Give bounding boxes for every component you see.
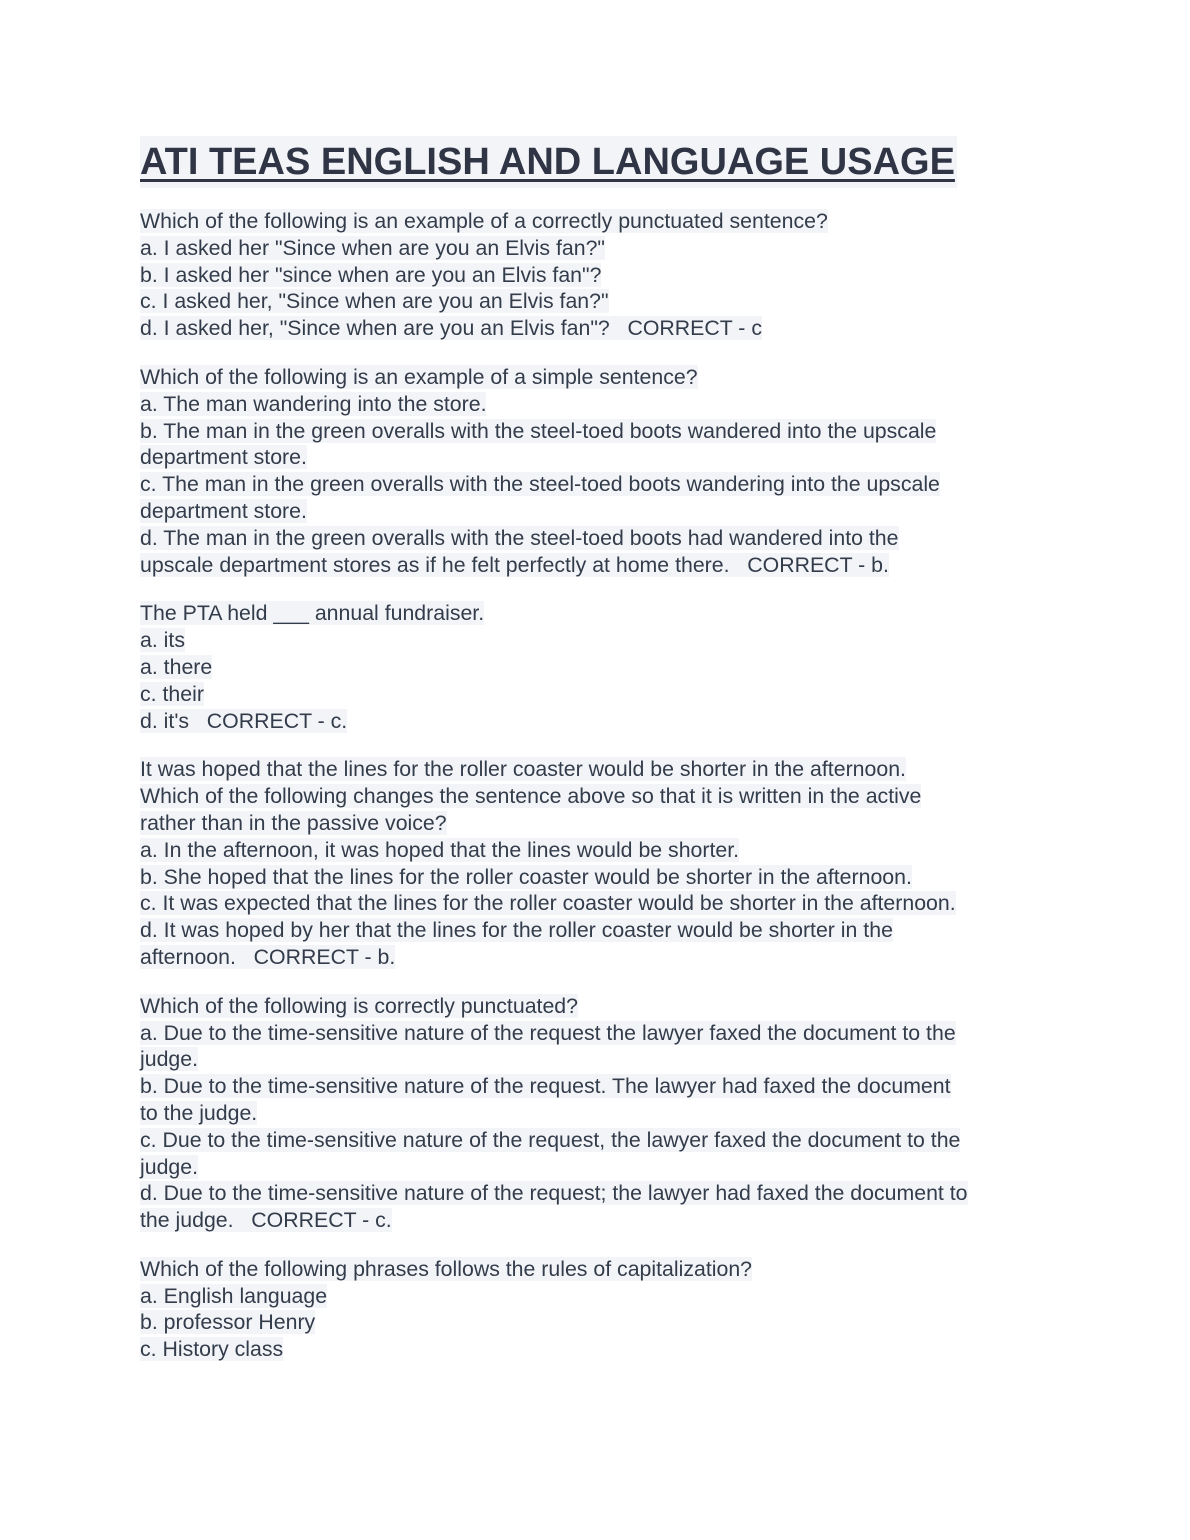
answer-option-with-correct: d. I asked her, "Since when are you an Elvis fan"? CORRECT - c xyxy=(140,316,762,341)
answer-option-continued: to the judge. xyxy=(140,1100,258,1125)
answer-option: d. Due to the time-sensitive nature of the request; the lawyer had faxed the document to xyxy=(140,1181,968,1206)
answer-option: c. I asked her, "Since when are you an Elvis fan?" xyxy=(140,289,609,314)
page-title: ATI TEAS ENGLISH AND LANGUAGE USAGE xyxy=(140,136,957,188)
answer-option-with-correct: upscale department stores as if he felt perfectly at home there. CORRECT - b. xyxy=(140,552,889,577)
question-block-3 xyxy=(140,600,1060,734)
answer-option: c. Due to the time-sensitive nature of the request, the lawyer faxed the document to the xyxy=(140,1127,961,1152)
answer-option: a. English language xyxy=(140,1283,328,1308)
answer-option: c. their xyxy=(140,681,204,706)
question-text: Which of the following changes the sentence above so that it is written in the active xyxy=(140,784,922,809)
answer-option: b. Due to the time-sensitive nature of the request. The lawyer had faxed the document xyxy=(140,1074,951,1099)
answer-option: b. The man in the green overalls with the steel-toed boots wandered into the upscale xyxy=(140,418,937,443)
answer-option-continued: department store. xyxy=(140,498,307,523)
document-page xyxy=(140,136,1060,1363)
question-text: Which of the following is an example of a simple sentence? xyxy=(140,364,698,389)
question-text: rather than in the passive voice? xyxy=(140,810,447,835)
answer-option: a. Due to the time-sensitive nature of the request the lawyer faxed the document to the xyxy=(140,1020,956,1045)
answer-option-continued: judge. xyxy=(140,1154,199,1179)
answer-option: a. I asked her "Since when are you an Elvis fan?" xyxy=(140,235,605,260)
question-text: Which of the following is correctly punctuated? xyxy=(140,993,578,1018)
question-text: Which of the following is an example of a correctly punctuated sentence? xyxy=(140,209,828,233)
question-block-1 xyxy=(140,208,1060,342)
answer-option: b. She hoped that the lines for the roller coaster would be shorter in the afternoon. xyxy=(140,864,912,889)
answer-option: b. I asked her "since when are you an Elvis fan"? xyxy=(140,262,602,287)
question-text: Which of the following phrases follows the rules of capitalization? xyxy=(140,1256,753,1281)
answer-option: a. there xyxy=(140,654,213,679)
answer-option: d. It was hoped by her that the lines for the roller coaster would be shorter in the xyxy=(140,918,893,943)
answer-option: c. It was expected that the lines for the roller coaster would be shorter in the afternoon. xyxy=(140,891,956,916)
answer-option: d. The man in the green overalls with the steel-toed boots had wandered into the xyxy=(140,525,899,550)
answer-option-with-correct: the judge. CORRECT - c. xyxy=(140,1208,392,1233)
answer-option-with-correct: afternoon. CORRECT - b. xyxy=(140,944,396,969)
question-block-2 xyxy=(140,364,1060,578)
answer-option-continued: department store. xyxy=(140,445,307,470)
question-text: It was hoped that the lines for the roller coaster would be shorter in the afternoon. xyxy=(140,757,906,782)
question-block-6 xyxy=(140,1256,1060,1363)
answer-option: a. The man wandering into the store. xyxy=(140,391,487,416)
question-block-4 xyxy=(140,756,1060,970)
answer-option: c. The man in the green overalls with the steel-toed boots wandering into the upscale xyxy=(140,472,940,497)
answer-option: a. In the afternoon, it was hoped that the lines would be shorter. xyxy=(140,837,740,862)
answer-option-with-correct: d. it's CORRECT - c. xyxy=(140,708,348,733)
answer-option-continued: judge. xyxy=(140,1047,199,1072)
question-block-5 xyxy=(140,993,1060,1234)
answer-option: c. History class xyxy=(140,1337,284,1362)
question-text: The PTA held ___ annual fundraiser. xyxy=(140,601,485,626)
answer-option: a. its xyxy=(140,628,185,653)
answer-option: b. professor Henry xyxy=(140,1310,316,1335)
